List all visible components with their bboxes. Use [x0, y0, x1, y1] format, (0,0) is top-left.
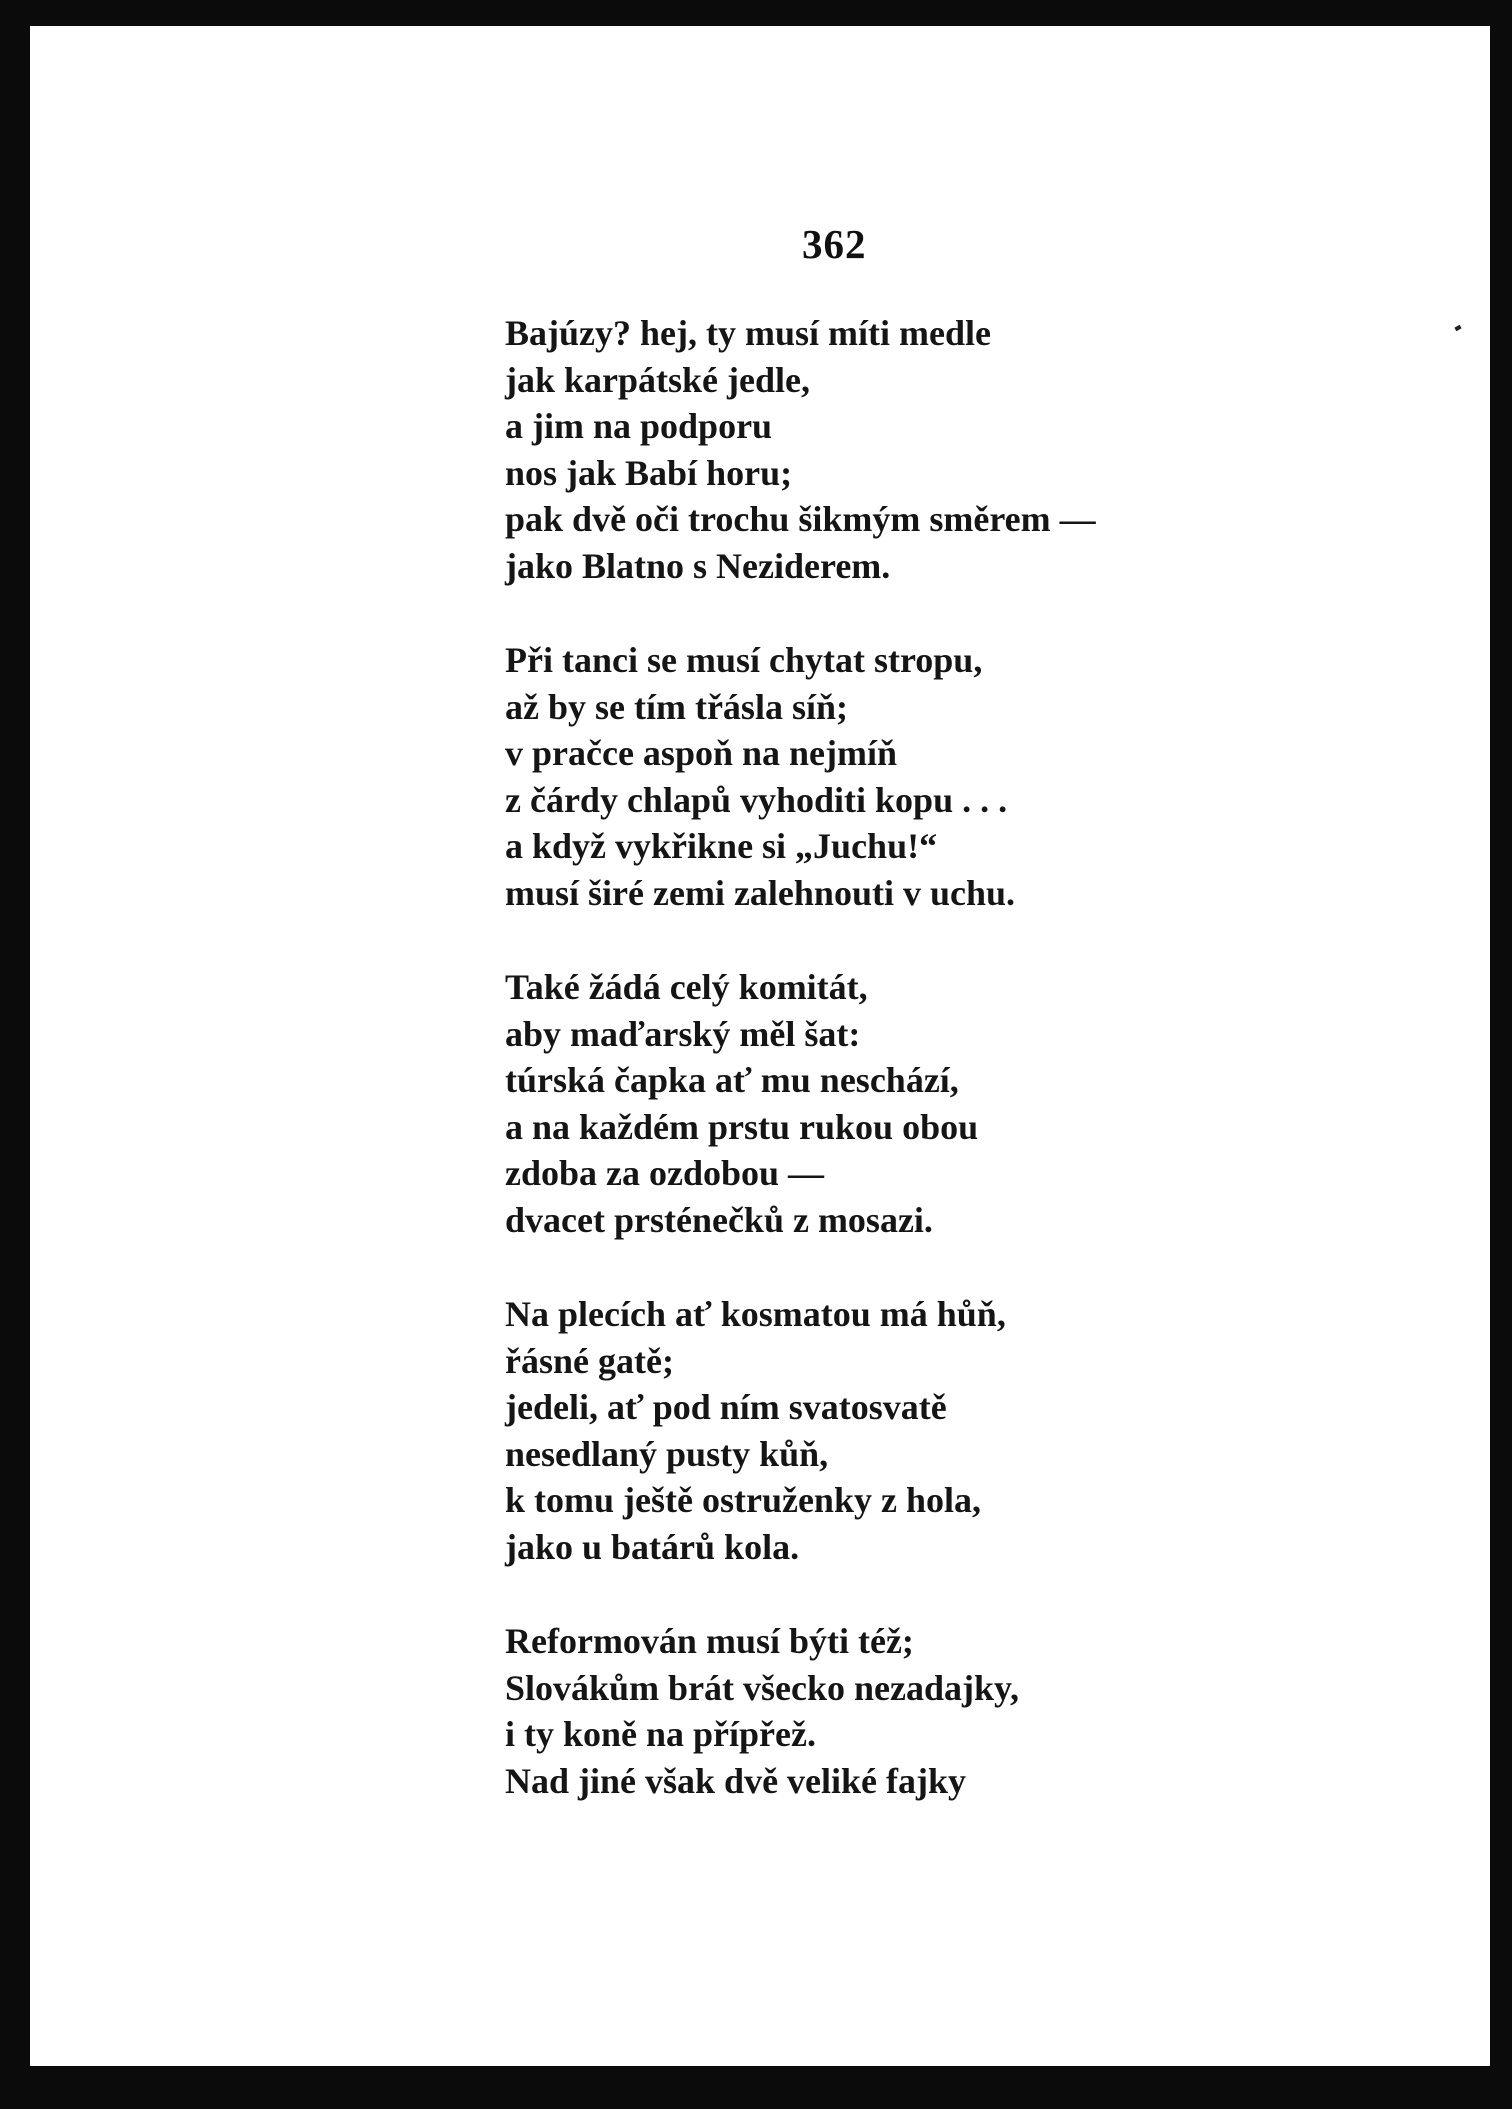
verse-line: Také žádá celý komitát,	[505, 967, 868, 1007]
stanza-1	[505, 310, 1265, 589]
verse-line: v pračce aspoň na nejmíň	[505, 733, 898, 773]
verse-line: a jim na podporu	[505, 406, 773, 446]
stanza-4	[505, 1291, 1265, 1570]
verse-line: z čárdy chlapů vyhoditi kopu . . .	[505, 779, 1008, 820]
verse-line: Při tanci se musí chytat stropu,	[505, 640, 983, 680]
verse-line: Na plecích ať kosmatou má hůň,	[505, 1294, 1006, 1334]
verse-line: Slovákům brát všecko nezadajky,	[505, 1667, 1020, 1708]
verse-line: musí širé zemi zalehnouti v uchu.	[505, 872, 1015, 913]
stanza-3	[505, 964, 1265, 1243]
verse-line: jako u batárů kola.	[505, 1526, 800, 1567]
verse-line: jako Blatno s Neziderem.	[505, 545, 891, 586]
verse-line: až by se tím třásla síň;	[505, 686, 848, 727]
verse-line: Bajúzy? hej, ty musí míti medle	[505, 313, 991, 353]
verse-line: pak dvě oči trochu šikmým směrem —	[505, 499, 1096, 539]
verse-line: k tomu ještě ostruženky z hola,	[505, 1480, 981, 1520]
ink-speck	[1454, 325, 1461, 331]
verse-line: aby maďarský měl šat:	[505, 1013, 861, 1054]
verse-line: Nad jiné však dvě veliké fajky	[505, 1760, 967, 1801]
verse-line: řásné gatě;	[505, 1340, 674, 1381]
verse-line: a na každém prstu rukou obou	[505, 1106, 979, 1147]
page-number: 362	[802, 221, 867, 267]
verse-line: zdoba za ozdobou —	[505, 1153, 825, 1193]
verse-line: a když vykřikne si „Juchu!“	[505, 826, 938, 866]
verse-line: nos jak Babí horu;	[505, 452, 793, 493]
verse-line: i ty koně na přípřež.	[505, 1714, 816, 1754]
verse-line: jak karpátské jedle,	[505, 359, 810, 400]
stanza-2	[505, 637, 1265, 916]
verse-line: túrská čapka ať mu neschází,	[505, 1060, 959, 1100]
verse-line: jedeli, ať pod ním svatosvatě	[505, 1387, 947, 1427]
verse-line: Reformován musí býti též;	[505, 1621, 914, 1661]
stanza-5	[505, 1618, 1265, 1804]
verse-line: nesedlaný pusty kůň,	[505, 1433, 829, 1474]
poem-text	[505, 310, 1265, 1852]
verse-line: dvacet prsténečků z mosazi.	[505, 1199, 933, 1240]
